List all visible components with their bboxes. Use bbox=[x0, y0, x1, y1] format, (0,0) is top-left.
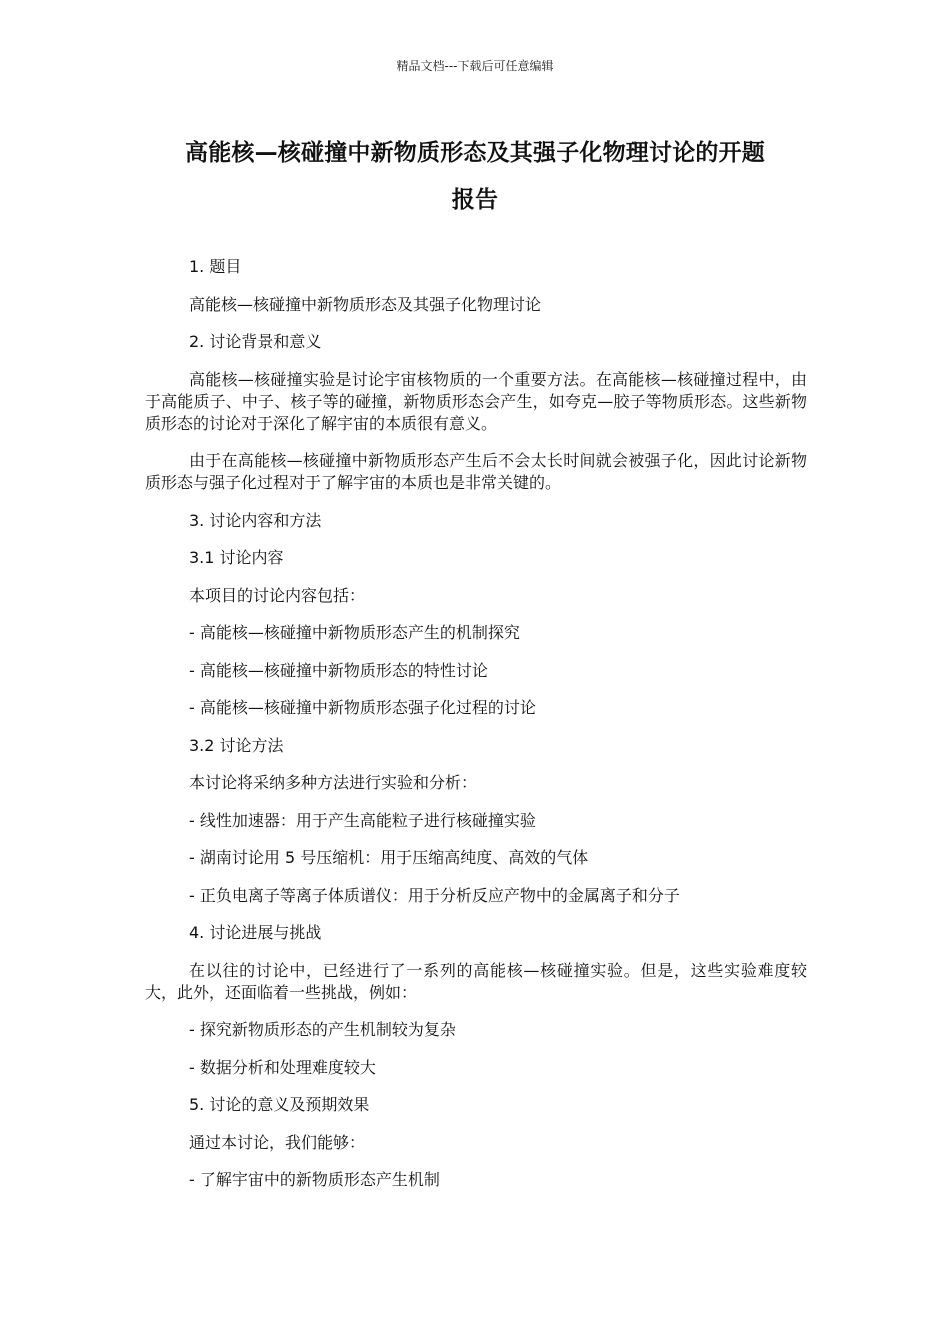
page-header-note: 精品文档---下载后可任意编辑 bbox=[396, 59, 554, 73]
topic-text: 高能核—核碰撞中新物质形态及其强子化物理讨论 bbox=[189, 294, 542, 314]
section-heading-progress: 4. 讨论进展与挑战 bbox=[189, 923, 322, 942]
list-item: - 高能核—核碰撞中新物质形态产生的机制探究 bbox=[189, 623, 520, 642]
content-intro: 本项目的讨论内容包括： bbox=[189, 585, 366, 605]
list-item: - 湖南讨论用 5 号压缩机：用于压缩高纯度、高效的气体 bbox=[189, 848, 589, 867]
document-body bbox=[145, 256, 807, 1207]
list-item: - 了解宇宙中的新物质形态产生机制 bbox=[189, 1170, 440, 1189]
section-heading-content-methods: 3. 讨论内容和方法 bbox=[189, 510, 322, 530]
list-item: - 数据分析和处理难度较大 bbox=[189, 1057, 376, 1077]
section-heading-significance: 5. 讨论的意义及预期效果 bbox=[189, 1095, 370, 1114]
methods-intro: 本讨论将采纳多种方法进行实验和分析： bbox=[189, 773, 478, 792]
list-item: - 线性加速器：用于产生高能粒子进行核碰撞实验 bbox=[189, 810, 536, 830]
list-item: - 正负电离子等离子体质谱仪：用于分析反应产物中的金属离子和分子 bbox=[189, 885, 680, 905]
subsection-heading-content: 3.1 讨论内容 bbox=[189, 548, 284, 567]
title-line-2: 报告 bbox=[451, 187, 499, 213]
progress-paragraph: 在以往的讨论中，已经进行了一系列的高能核—核碰撞实验。但是，这些实验难度较大，此外，还面临着一些挑战，例如： bbox=[145, 960, 807, 1002]
list-item: - 高能核—核碰撞中新物质形态强子化过程的讨论 bbox=[189, 698, 536, 717]
title-line-1: 高能核—核碰撞中新物质形态及其强子化物理讨论的开题 bbox=[185, 140, 765, 166]
subsection-heading-methods: 3.2 讨论方法 bbox=[189, 735, 284, 755]
background-paragraph-1: 高能核—核碰撞实验是讨论宇宙核物质的一个重要方法。在高能核—核碰撞过程中，由于高能质子、中子、核子等的碰撞，新物质形态会产生，如夸克—胶子等物质形态。这些新物质形态的讨论对于深化了解宇宙的本质很有意义。 bbox=[145, 369, 807, 433]
significance-intro: 通过本讨论，我们能够： bbox=[189, 1132, 366, 1152]
section-heading-background: 2. 讨论背景和意义 bbox=[189, 332, 322, 351]
background-paragraph-2: 由于在高能核—核碰撞中新物质形态产生后不会太长时间就会被强子化，因此讨论新物质形态与强子化过程对于了解宇宙的本质也是非常关键的。 bbox=[145, 451, 807, 492]
list-item: - 高能核—核碰撞中新物质形态的特性讨论 bbox=[189, 660, 488, 680]
document-title bbox=[145, 130, 805, 224]
section-heading-topic: 1. 题目 bbox=[189, 257, 242, 276]
list-item: - 探究新物质形态的产生机制较为复杂 bbox=[189, 1020, 456, 1039]
